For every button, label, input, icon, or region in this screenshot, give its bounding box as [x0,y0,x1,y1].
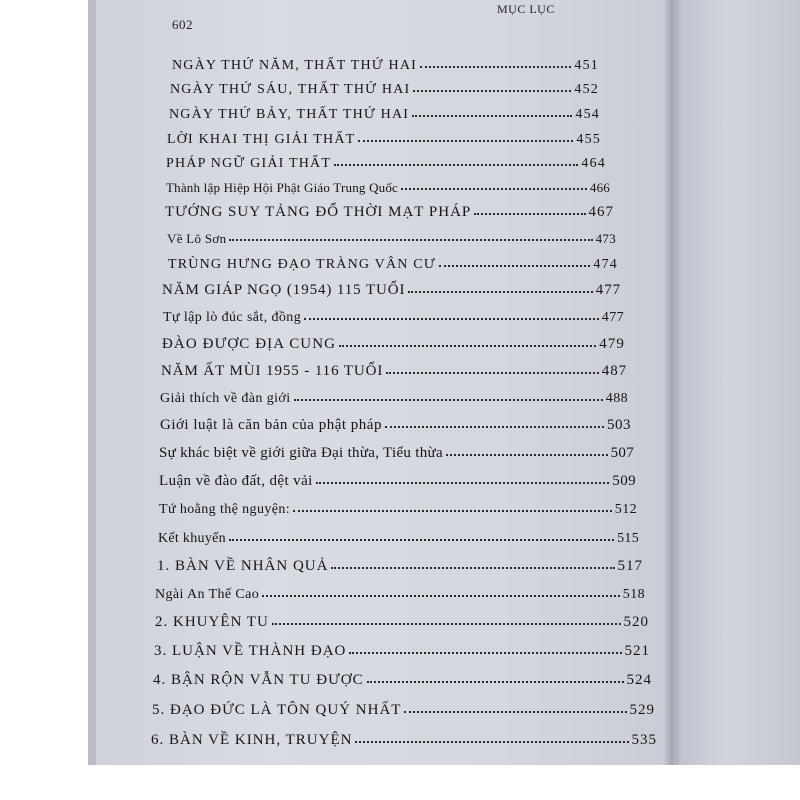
toc-entry-page: 474 [593,257,618,272]
toc-entry-title: TRÙNG HƯNG ĐẠO TRÀNG VÂN CƯ [168,257,436,272]
toc-entry [155,581,645,603]
toc-entry-page: 464 [581,156,606,171]
dot-leader [294,399,603,401]
dot-leader [293,510,612,512]
dot-leader [404,711,626,713]
toc-entry-title: NGÀY THỨ NĂM, THẤT THỨ HAI [172,58,418,73]
toc-entry-page: 535 [631,732,657,748]
toc-entry-page: 507 [610,445,634,461]
toc-entry-title: 6. BÀN VỀ KINH, TRUYỆN [151,732,353,748]
toc-entry-page: 503 [607,417,631,433]
toc-entry-page: 518 [622,587,645,602]
toc-entry-page: 509 [612,473,636,489]
toc-entry-title: 3. LUẬN VỀ THÀNH ĐẠO [154,643,347,659]
dot-leader [349,652,621,654]
toc-entry-title: NGÀY THỨ BẢY, THẤT THỨ HAI [169,107,410,122]
toc-entry [168,251,618,273]
toc-entry-title: Kết khuyến [158,531,226,546]
facing-page [676,0,800,800]
dot-leader [412,115,572,117]
toc-entry-title: Sự khác biệt về giới giữa Đại thừa, Tiểu thừa [159,445,443,461]
toc-entry-page: 452 [574,82,599,97]
dot-leader [331,567,614,569]
toc-entry [155,609,649,631]
toc-entry [167,225,616,247]
dot-leader [439,265,590,267]
dot-leader [339,345,596,347]
toc-entry-page: 521 [624,643,650,659]
page-running-title: MỤC LỤC [497,2,555,16]
dot-leader [262,595,620,597]
toc-entry-page: 477 [601,310,624,325]
toc-entry-page: 455 [576,132,601,147]
dot-leader [316,482,610,484]
toc-entry [152,697,655,719]
toc-entry-title: 4. BẬN RỘN VẪN TU ĐƯỢC [153,672,364,688]
toc-entry [153,667,652,689]
toc-entry-page: 479 [599,336,625,352]
dot-leader [420,66,571,68]
toc-entry-title: Về Lô Sơn [167,231,227,246]
dot-leader [355,741,628,743]
toc-entry-page: 515 [617,531,639,546]
toc-entry-title: Giới luật là căn bản của phật pháp [160,417,382,433]
toc-entry [154,638,650,660]
toc-entry [163,304,624,326]
dot-leader [272,623,621,625]
toc-entry [151,727,657,749]
toc-entry-page: 512 [614,502,637,517]
toc-entry [157,553,643,575]
toc-entry-page: 488 [605,391,628,406]
toc-entry-title: PHÁP NGỮ GIẢI THẤT [166,156,332,171]
toc-entry [159,468,636,490]
dot-leader [304,318,599,320]
dot-leader [446,454,608,456]
dot-leader [229,239,592,241]
toc-entry-title: TƯỚNG SUY TẢNG ĐỔ THỜI MẠT PHÁP [165,204,472,220]
dot-leader [408,291,592,293]
toc-entry-title: Ngài An Thế Cao [155,587,260,602]
toc-entry [165,199,614,221]
dot-leader [385,426,604,428]
toc-entry-title: 2. KHUYÊN TU [155,614,269,630]
toc-entry-page: 466 [589,180,610,195]
toc-entry [172,52,599,74]
toc-entry-page: 529 [629,702,655,718]
toc-entry [160,385,628,407]
toc-entry-title: ĐÀO ĐƯỢC ĐỊA CUNG [162,336,337,352]
toc-entry-title: Thành lập Hiệp Hội Phật Giáo Trung Quốc [166,180,399,195]
dot-leader [413,90,571,92]
toc-entry-title: LỜI KHAI THỊ GIẢI THẤT [167,132,356,147]
toc-entry [159,440,634,462]
toc-entry-title: 5. ĐẠO ĐỨC LÀ TÔN QUÝ NHẤT [152,702,402,718]
toc-entry-title: NGÀY THỨ SÁU, THẤT THỨ HAI [170,82,411,97]
toc-entry-page: 524 [626,672,652,688]
dot-leader [229,539,614,541]
toc-entry-page: 517 [617,558,643,574]
toc-entry-page: 454 [575,107,600,122]
toc-entry [162,277,621,299]
background [0,765,800,800]
toc-entry-title: Tự lập lò đúc sắt, đồng [163,310,302,325]
toc-entry-title: 1. BÀN VỀ NHÂN QUẢ [157,558,329,574]
toc-entry-title: NĂM ẤT MÙI 1955 - 116 TUỔI [161,363,384,379]
toc-entry [160,412,631,434]
toc-entry [166,150,606,172]
toc-entry-page: 520 [623,614,649,630]
dot-leader [386,372,599,374]
dot-leader [474,213,585,215]
toc-entry [161,358,627,380]
page-number: 602 [172,17,193,32]
toc-entry-title: Giải thích về đàn giới [160,391,291,406]
toc-entry-page: 467 [588,204,614,220]
toc-entry [169,101,600,123]
toc-entry [158,525,639,547]
toc-entry [167,126,601,148]
dot-leader [358,140,573,142]
toc-entry-title: NĂM GIÁP NGỌ (1954) 115 TUỔI [162,282,406,298]
toc-entry-page: 451 [574,58,599,73]
book-spine-shadow [663,0,681,800]
toc-entry-title: Luận về đào đất, dệt vải [159,473,313,489]
toc-entry [166,174,610,196]
dot-leader [367,681,624,683]
toc-entry-title: Tứ hoằng thệ nguyện: [159,502,291,517]
toc-entry-page: 473 [595,231,616,246]
toc-entry [170,76,599,98]
toc-entry-page: 477 [595,282,621,298]
dot-leader [401,188,587,190]
dot-leader [334,164,578,166]
toc-entry [159,496,637,518]
toc-entry [162,331,625,353]
toc-entry-page: 487 [601,363,627,379]
